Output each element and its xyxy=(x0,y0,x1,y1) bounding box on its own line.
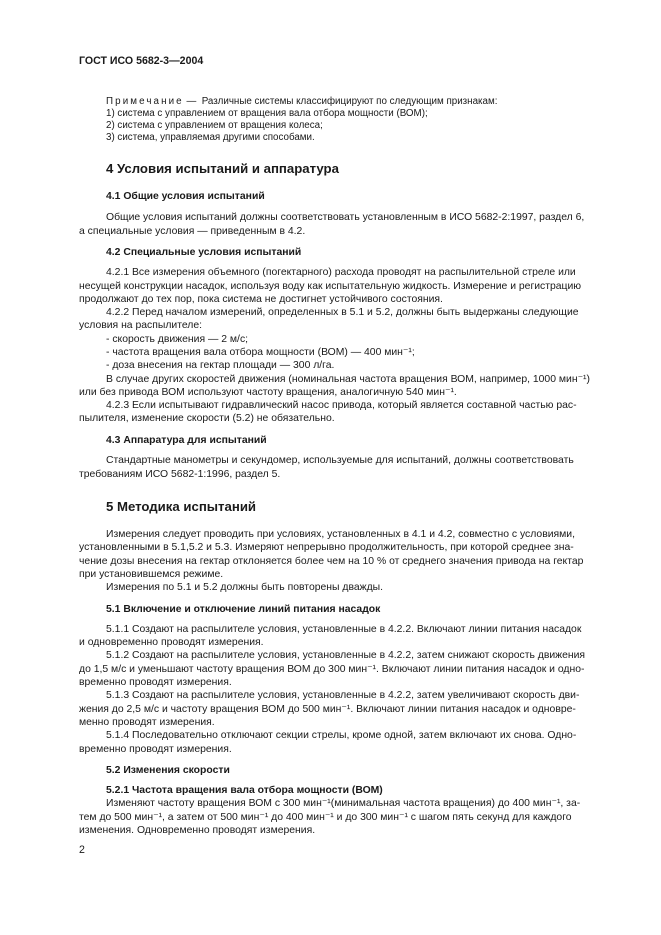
paragraph-line: менно проводят измерения. xyxy=(79,717,215,728)
note-item: 1) система с управлением от вращения вала отбора мощности (ВОМ); xyxy=(106,108,428,119)
section-5-2-1-title: 5.2.1 Частота вращения вала отбора мощности (ВОМ) xyxy=(106,785,383,796)
note-item: 2) система с управлением от вращения колеса; xyxy=(106,120,323,131)
condition-item: - скорость движения — 2 м/с; xyxy=(106,334,249,345)
paragraph-line: чение дозы внесения на гектар отклоняется более чем на 10 % от среднего значения привода на гектар xyxy=(79,556,584,567)
paragraph-line: и одновременно проводят измерения. xyxy=(79,637,264,648)
paragraph-line: продолжают до тех пор, пока система не достигнет устойчивого состояния. xyxy=(79,294,443,305)
page-number: 2 xyxy=(79,844,85,856)
paragraph-line: 5.1.3 Создают на распылителе условия, установленные в 4.2.2, затем увеличивают скорость дви- xyxy=(106,690,580,701)
note-text: Различные системы классифицируют по следующим признакам: xyxy=(201,96,498,107)
paragraph-line: Изменяют частоту вращения ВОМ с 300 мин⁻¹(минимальная частота вращения) до 400 мин⁻¹, за- xyxy=(106,798,581,809)
paragraph-line: Измерения по 5.1 и 5.2 должны быть повторены дважды. xyxy=(106,582,383,593)
paragraph-line: Общие условия испытаний должны соответствовать установленным в ИСО 5682-2:1997, раздел 6, xyxy=(106,212,585,223)
paragraph-line: временно проводят измерения. xyxy=(79,744,232,755)
paragraph-line: условия на распылителе: xyxy=(79,320,202,331)
paragraph-line: а специальные условия — приведенным в 4.2. xyxy=(79,226,306,237)
paragraph-line: пылителя, изменение скорости (5.2) не обязательно. xyxy=(79,413,335,424)
note-dash: — xyxy=(186,96,197,107)
paragraph-line: несущей конструкции насадок, используя воду как испытательную жидкость. Измерение и регистрацию xyxy=(79,281,582,292)
paragraph-line: 5.1.2 Создают на распылителе условия, установленные в 4.2.2, затем снижают скорость движения xyxy=(106,650,586,661)
section-5-2-title: 5.2 Изменения скорости xyxy=(106,765,230,776)
note-label: Примечание xyxy=(106,96,184,107)
paragraph-line: при установившемся режиме. xyxy=(79,569,224,580)
paragraph-line: тем до 500 мин⁻¹, а затем от 500 мин⁻¹ до 400 мин⁻¹ и до 300 мин⁻¹ с шагом пять секунд для каждого xyxy=(79,812,572,823)
section-4-1-title: 4.1 Общие условия испытаний xyxy=(106,191,265,202)
paragraph-line: требованиям ИСО 5682-1:1996, раздел 5. xyxy=(79,469,281,480)
paragraph-line: до 1,5 м/с и уменьшают частоту вращения ВОМ до 300 мин⁻¹. Включают линии питания насадок и одно- xyxy=(79,664,585,675)
paragraph-line: временно проводят измерения. xyxy=(79,677,232,688)
section-4-3-title: 4.3 Аппаратура для испытаний xyxy=(106,435,267,446)
paragraph-line: изменения. Одновременно проводят измерения. xyxy=(79,825,316,836)
note-item: 3) система, управляемая другими способами. xyxy=(106,132,315,143)
paragraph-line: 4.2.1 Все измерения объемного (погектарного) расхода проводят на распылительной стреле или xyxy=(106,267,576,278)
condition-item: - доза внесения на гектар площади — 300 л/га. xyxy=(106,360,335,371)
paragraph-line: Стандартные манометры и секундомер, используемые для испытаний, должны соответствовать xyxy=(106,455,574,466)
paragraph-line: 5.1.4 Последовательно отключают секции стрелы, кроме одной, затем включают их снова. Одно- xyxy=(106,730,577,741)
paragraph-line: 4.2.3 Если испытывают гидравлический насос привода, который является составной частью рас- xyxy=(106,400,577,411)
paragraph-line: жения до 2,5 м/с и частоту вращения ВОМ до 500 мин⁻¹. Включают линии питания насадок и одновре- xyxy=(79,704,576,715)
section-5-1-title: 5.1 Включение и отключение линий питания насадок xyxy=(106,604,381,615)
paragraph-line: Измерения следует проводить при условиях, установленных в 4.1 и 4.2, совместно с условиями, xyxy=(106,529,575,540)
section-5-title: 5 Методика испытаний xyxy=(106,499,257,514)
paragraph-line: 5.1.1 Создают на распылителе условия, установленные в 4.2.2. Включают линии питания насадок xyxy=(106,624,582,635)
section-4-title: 4 Условия испытаний и аппаратура xyxy=(106,161,339,176)
standard-header: ГОСТ ИСО 5682-3—2004 xyxy=(79,55,204,67)
section-4-2-title: 4.2 Специальные условия испытаний xyxy=(106,247,302,258)
paragraph-line: или без привода ВОМ используют частоту вращения, аналогичную 540 мин⁻¹. xyxy=(79,387,457,398)
paragraph-line: установленными в 5.1,5.2 и 5.3. Измеряют непрерывно продолжительность, при которой среднее зна- xyxy=(79,542,574,553)
condition-item: - частота вращения вала отбора мощности (ВОМ) — 400 мин⁻¹; xyxy=(106,347,415,358)
paragraph-line: 4.2.2 Перед началом измерений, определенных в 5.1 и 5.2, должны быть выдержаны следующие xyxy=(106,307,579,318)
paragraph-line: В случае других скоростей движения (номинальная частота вращения ВОМ, например, 1000 мин⁻¹) xyxy=(106,374,590,385)
